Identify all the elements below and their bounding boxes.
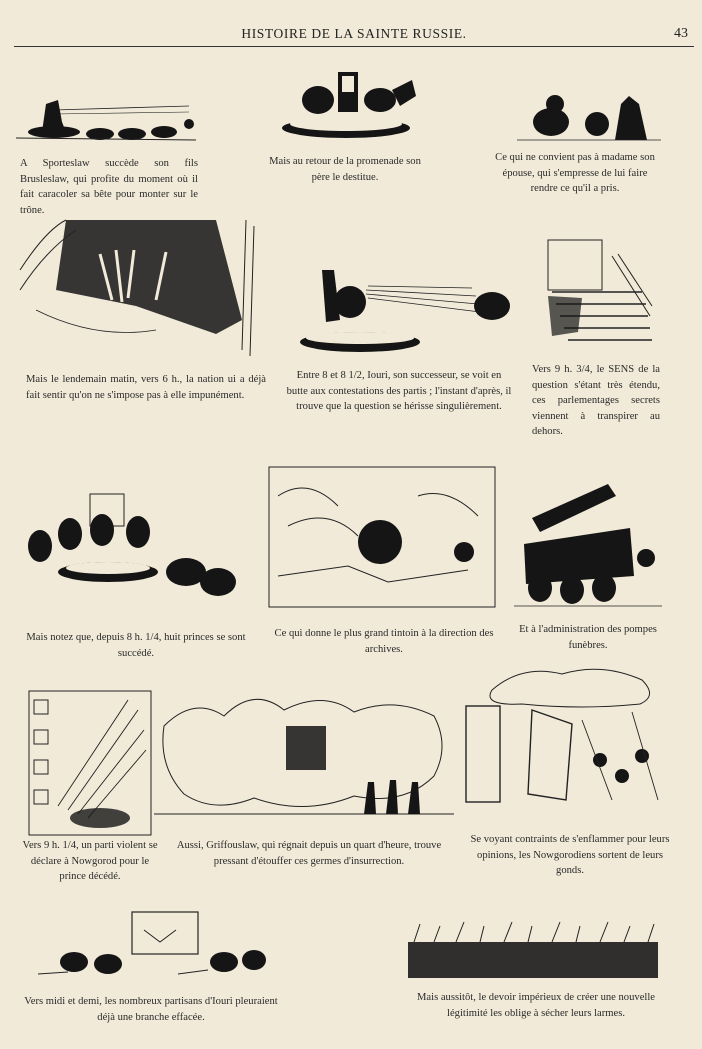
illustration-cannon-smoke bbox=[154, 686, 454, 830]
caption-p7: Mais notez que, depuis 8 h. 1/4, huit princes se sont succédé. bbox=[26, 632, 246, 659]
caption-p13: Vers midi et demi, les nombreux partisans d'Iouri pleuraient déjà une branche effacée. bbox=[24, 996, 278, 1023]
caption-p4: Mais le lendemain matin, vers 6 h., la nation ui a déjà fait sentir qu'on ne s'impose pas à elle impunément. bbox=[26, 374, 266, 401]
caption-p11: Aussi, Griffouslaw, qui régnait depuis un quart d'heure, trouve pressant d'étouffer ces germes d'insurrection. bbox=[176, 840, 442, 867]
illustration-horse-throne bbox=[14, 94, 199, 150]
caption-p9: Et à l'administration des pompes funèbres. bbox=[519, 624, 657, 651]
illustration-wife bbox=[515, 86, 665, 144]
illustration-funeral bbox=[512, 468, 664, 610]
illustration-throne-return bbox=[276, 66, 426, 144]
illustration-mourners bbox=[28, 908, 268, 982]
caption-p5: Entre 8 et 8 1/2, Iouri, son successeur, se voit en butte aux contestations des partis ; l'instant d'après, il trouve que la question se hérisse singulièrement. bbox=[286, 370, 512, 412]
illustration-archives bbox=[268, 466, 496, 608]
caption-p2: Mais au retour de la promenade son père le destitue. bbox=[269, 156, 421, 183]
caption-p8: Ce qui donne le plus grand tintoin à la direction des archives. bbox=[274, 628, 494, 655]
illustration-building bbox=[28, 690, 152, 836]
illustration-staircase bbox=[542, 236, 654, 356]
page-number: 43 bbox=[674, 26, 688, 41]
caption-p12: Se voyant contraints de s'enflammer pour leurs opinions, les Nowgorodiens sortent de leurs gonds. bbox=[470, 834, 670, 876]
illustration-curtain-swords bbox=[16, 210, 260, 360]
illustration-eight-princes bbox=[18, 486, 240, 610]
caption-p6: Vers 9 h. 3/4, le SENS de la question s'étant très étendu, ces parlementages secrets viennent à transpirer au dehors. bbox=[532, 364, 660, 437]
running-title: HISTOIRE DE LA SAINTE RUSSIE. bbox=[241, 26, 467, 41]
caption-p14: Mais aussitôt, le devoir impérieux de créer une nouvelle légitimité les oblige à sécher leurs larmes. bbox=[417, 992, 655, 1019]
illustration-throne-rays bbox=[296, 266, 516, 358]
caption-p10: Vers 9 h. 1/4, un parti violent se déclare à Nowgorod pour le prince décédé. bbox=[22, 840, 158, 882]
illustration-brushes bbox=[404, 918, 662, 984]
caption-p3: Ce qui ne convient pas à madame son épouse, qui s'empresse de lui faire rendre ce qu'il a pris. bbox=[495, 152, 655, 194]
caption-p1: A Sporteslaw succède son fils Brusleslaw, qui profite du moment où il fait caracoler sa bête pour monter sur le trône. bbox=[20, 158, 198, 216]
illustration-doors bbox=[462, 660, 662, 814]
page-header bbox=[14, 24, 694, 47]
